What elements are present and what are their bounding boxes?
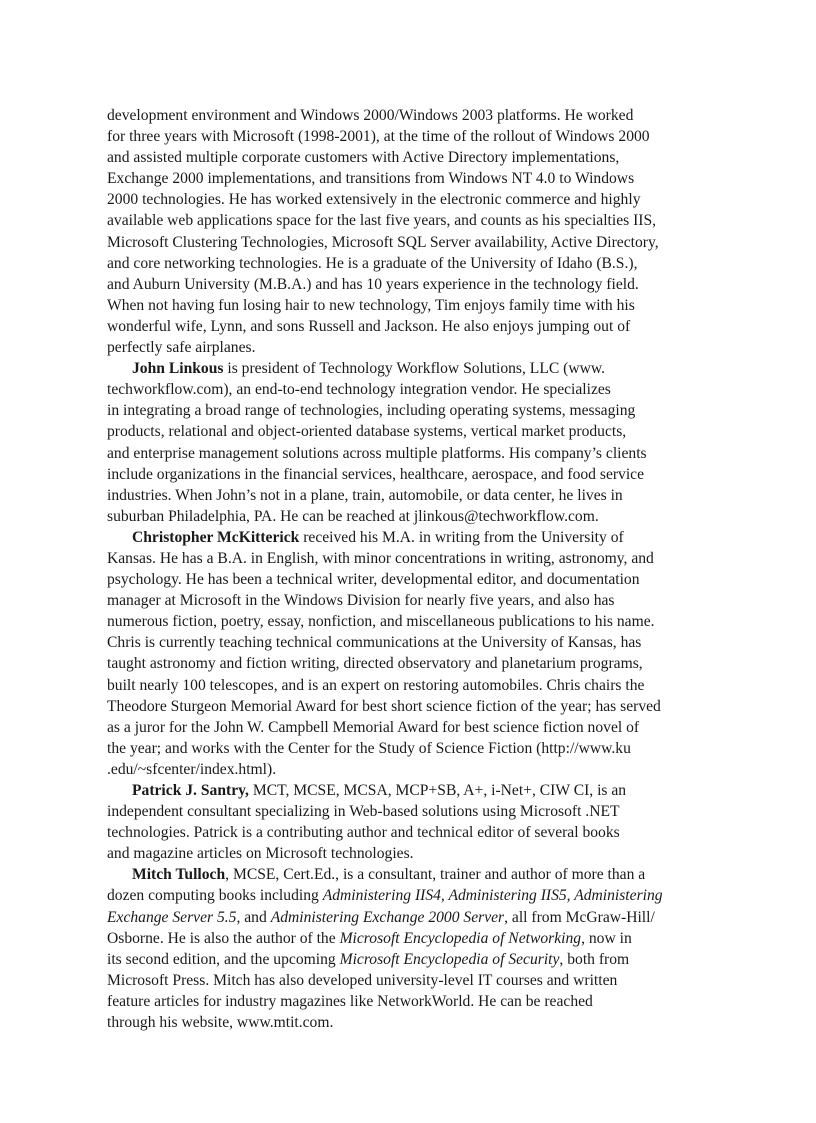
book-title: Exchange Server 5.5 [107, 908, 237, 926]
page-body [107, 105, 711, 1033]
book-title: Administering Exchange 2000 Server [270, 908, 505, 926]
text-line: received his M.A. in writing from the University of [299, 528, 624, 546]
text-line: built nearly 100 telescopes, and is an expert on restoring automobiles. Chris chairs the [107, 676, 645, 694]
text-line: , now in [581, 929, 632, 947]
text-line: psychology. He has been a technical writer, developmental editor, and documentation [107, 571, 640, 589]
text-line: include organizations in the financial services, healthcare, aerospace, and food service [107, 465, 645, 483]
text-line: taught astronomy and fiction writing, directed observatory and planetarium programs, [107, 655, 643, 673]
text-line: and enterprise management solutions across multiple platforms. His company’s clients [107, 444, 647, 462]
text-line: numerous fiction, poetry, essay, nonfiction, and miscellaneous publications to his name. [107, 613, 655, 631]
text-line: .edu/~sfcenter/index.html). [107, 760, 277, 778]
text-line: is president of Technology Workflow Solutions, LLC (www. [223, 360, 606, 378]
text-line: as a juror for the John W. Campbell Memorial Award for best science fiction novel of [107, 718, 640, 736]
book-title: Microsoft Encyclopedia of Networking [339, 929, 582, 947]
author-name: John Linkous [132, 360, 224, 378]
author-name: Patrick J. Santry, [132, 782, 249, 799]
text-line: , and [236, 908, 271, 926]
text-line: and core networking technologies. He is a graduate of the University of Idaho (B.S.), [107, 254, 638, 272]
text-line: products, relational and object-oriented database systems, vertical market products, [107, 423, 627, 441]
text-line: Microsoft Clustering Technologies, Microsoft SQL Server availability, Active Directory, [107, 233, 659, 251]
text-line: Exchange 2000 implementations, and transitions from Windows NT 4.0 to Windows [107, 170, 635, 188]
bio-paragraph-mitch-tulloch [107, 864, 711, 1033]
book-title: Administering IIS4, Administering IIS5, Administering [322, 887, 663, 905]
text-line: independent consultant specializing in Web-based solutions using Microsoft .NET [107, 803, 620, 821]
text-line: techworkflow.com), an end-to-end technology integration vendor. He specializes [107, 381, 611, 399]
text-line: in integrating a broad range of technologies, including operating systems, messaging [107, 402, 636, 420]
text-line: Kansas. He has a B.A. in English, with minor concentrations in writing, astronomy, and [107, 549, 654, 567]
text-line: the year; and works with the Center for the Study of Science Fiction (http://www.ku [107, 739, 631, 757]
bio-paragraph-tim [107, 105, 711, 358]
text-line: suburban Philadelphia, PA. He can be reached at jlinkous@techworkflow.com. [107, 507, 599, 525]
text-line: , all from McGraw-Hill/ [504, 908, 655, 926]
text-line: and assisted multiple corporate customers with Active Directory implementations, [107, 149, 620, 167]
text-line: , both from [559, 950, 630, 968]
book-title: Microsoft Encyclopedia of Security [339, 950, 560, 968]
bio-paragraph-christopher-mckitterick [107, 527, 711, 780]
text-line: Chris is currently teaching technical communications at the University of Kansas, has [107, 634, 642, 652]
text-line: and magazine articles on Microsoft technologies. [107, 845, 414, 863]
text-line: wonderful wife, Lynn, and sons Russell and Jackson. He also enjoys jumping out of [107, 317, 631, 335]
text-line: and Auburn University (M.B.A.) and has 10 years experience in the technology field. [107, 275, 639, 293]
text-line: Theodore Sturgeon Memorial Award for best short science fiction of the year; has served [107, 697, 661, 715]
text-line: Microsoft Press. Mitch has also developed university-level IT courses and written [107, 971, 618, 989]
text-line: 2000 technologies. He has worked extensively in the electronic commerce and highly [107, 191, 641, 209]
text-line: through his website, www.mtit.com. [107, 1014, 334, 1032]
text-line: development environment and Windows 2000/Windows 2003 platforms. He worked [107, 107, 634, 124]
author-name: Mitch Tulloch [132, 866, 226, 884]
author-name: Christopher McKitterick [132, 528, 300, 546]
text-line: its second edition, and the upcoming [107, 950, 340, 968]
text-line: for three years with Microsoft (1998-2001), at the time of the rollout of Windows 2000 [107, 128, 650, 146]
text-line: Osborne. He is also the author of the [107, 929, 340, 947]
text-line: perfectly safe airplanes. [107, 339, 256, 357]
text-line: feature articles for industry magazines like NetworkWorld. He can be reached [107, 992, 593, 1010]
text-line: available web applications space for the last five years, and counts as his specialties IIS, [107, 212, 657, 230]
text-line: MCT, MCSE, MCSA, MCP+SB, A+, i-Net+, CIW CI, is an [248, 782, 627, 799]
text-line: dozen computing books including [107, 887, 323, 905]
bio-paragraph-john-linkous [107, 358, 711, 527]
text-line: , MCSE, Cert.Ed., is a consultant, trainer and author of more than a [225, 866, 646, 884]
text-line: manager at Microsoft in the Windows Division for nearly five years, and also has [107, 592, 615, 610]
text-line: industries. When John’s not in a plane, train, automobile, or data center, he lives in [107, 486, 623, 504]
text-line: When not having fun losing hair to new technology, Tim enjoys family time with his [107, 296, 635, 314]
bio-paragraph-patrick-santry [107, 780, 711, 864]
text-line: technologies. Patrick is a contributing author and technical editor of several books [107, 824, 620, 842]
